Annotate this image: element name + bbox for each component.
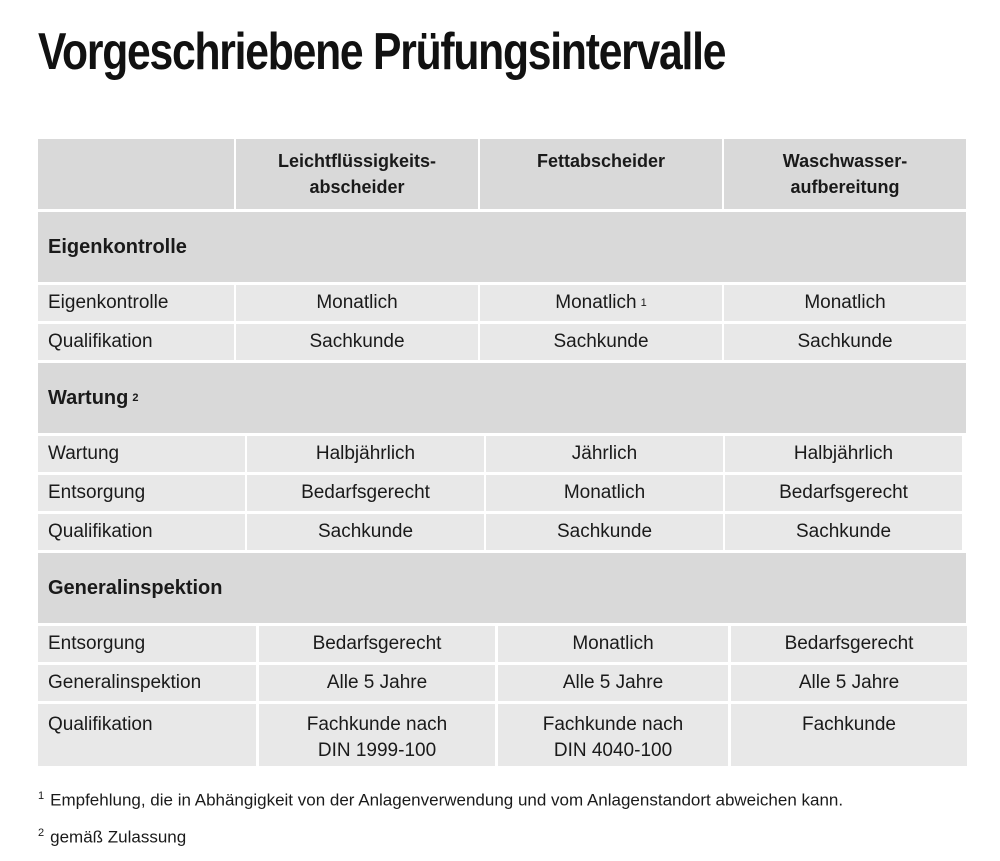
table-row bbox=[38, 514, 966, 550]
table-cell: Halbjährlich bbox=[247, 436, 484, 472]
footnote-text: Empfehlung, die in Abhängigkeit von der Anlagenverwendung und vom Anlagenstandort abweichen kann. bbox=[50, 790, 844, 810]
cell-text: Monatlich bbox=[555, 292, 637, 313]
table-cell: Monatlich bbox=[236, 285, 478, 321]
footnotes bbox=[38, 780, 843, 853]
table-row bbox=[38, 704, 966, 766]
section-heading: Eigenkontrolle bbox=[38, 212, 966, 282]
table-row bbox=[38, 626, 966, 662]
footnote-mark: 2 bbox=[38, 826, 45, 839]
table-cell: Jährlich bbox=[486, 436, 723, 472]
table-row bbox=[38, 324, 966, 360]
table-cell: Fachkunde nach DIN 4040-100 bbox=[498, 704, 728, 766]
row-label: Eigenkontrolle bbox=[38, 285, 234, 321]
table-cell: Fachkunde bbox=[731, 704, 967, 766]
footnote-mark: 1 bbox=[38, 790, 45, 802]
table-cell: Halbjährlich bbox=[725, 436, 962, 472]
table-cell: Sachkunde bbox=[486, 514, 723, 550]
section-heading: Wartung 2 bbox=[38, 363, 966, 433]
row-label: Entsorgung bbox=[38, 626, 256, 662]
table-cell: Sachkunde bbox=[725, 514, 962, 550]
column-header: Waschwasser- aufbereitung bbox=[724, 139, 966, 209]
table-row bbox=[38, 665, 966, 701]
table-cell: Sachkunde bbox=[247, 514, 484, 550]
row-label: Qualifikation bbox=[38, 324, 234, 360]
page-title: Vorgeschriebene Prüfungsintervalle bbox=[38, 23, 726, 81]
table-cell: Alle 5 Jahre bbox=[259, 665, 495, 701]
footnote bbox=[38, 817, 843, 854]
header-empty-cell bbox=[38, 139, 234, 209]
table-cell: Sachkunde bbox=[480, 324, 722, 360]
footnote-text: gemäß Zulassung bbox=[50, 827, 187, 847]
table-cell: Bedarfsgerecht bbox=[725, 475, 962, 511]
table-cell: Monatlich bbox=[486, 475, 723, 511]
table-header bbox=[38, 139, 966, 209]
column-header: Fettabscheider bbox=[480, 139, 722, 209]
table-cell: Fachkunde nach DIN 1999-100 bbox=[259, 704, 495, 766]
section-title: Wartung bbox=[48, 386, 129, 409]
table-cell: Sachkunde bbox=[724, 324, 966, 360]
table-cell: Sachkunde bbox=[236, 324, 478, 360]
footnote bbox=[38, 780, 843, 817]
table-cell: Bedarfsgerecht bbox=[731, 626, 967, 662]
table-cell: Bedarfsgerecht bbox=[259, 626, 495, 662]
table-cell: Bedarfsgerecht bbox=[247, 475, 484, 511]
interval-table bbox=[38, 139, 966, 766]
row-label: Entsorgung bbox=[38, 475, 245, 511]
section-heading: Generalinspektion bbox=[38, 553, 966, 623]
table-cell: Alle 5 Jahre bbox=[498, 665, 728, 701]
table-cell: Monatlich bbox=[498, 626, 728, 662]
table-row bbox=[38, 436, 966, 472]
table-row bbox=[38, 475, 966, 511]
row-label: Qualifikation bbox=[38, 514, 245, 550]
table-cell: Monatlich bbox=[724, 285, 966, 321]
row-label: Generalinspektion bbox=[38, 665, 256, 701]
row-label: Wartung bbox=[38, 436, 245, 472]
row-label: Qualifikation bbox=[38, 704, 256, 766]
table-row bbox=[38, 285, 966, 321]
table-cell: Alle 5 Jahre bbox=[731, 665, 967, 701]
column-header: Leichtflüssigkeits- abscheider bbox=[236, 139, 478, 209]
table-cell: Monatlich 1 bbox=[480, 285, 722, 321]
